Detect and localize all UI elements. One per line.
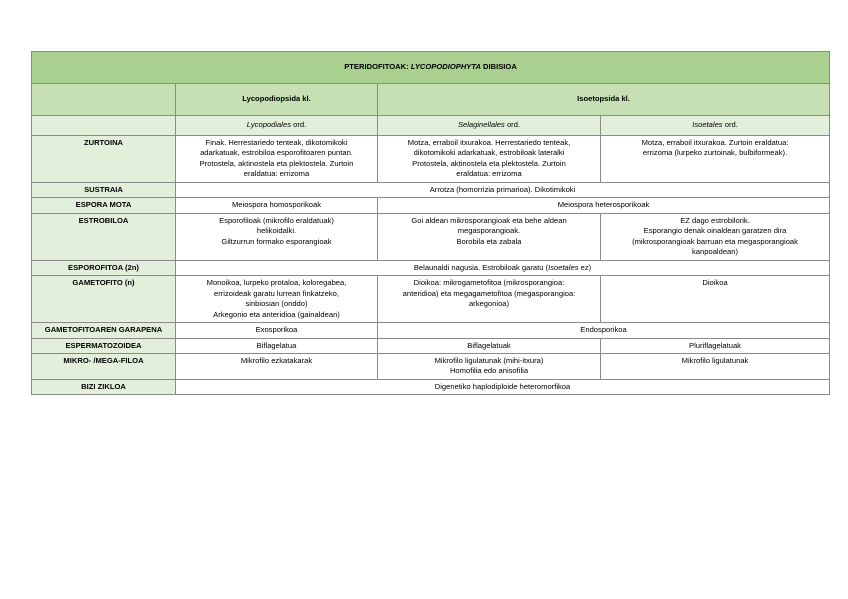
table-title: PTERIDOFITOAK: LYCOPODIOPHYTA DIBISIOA xyxy=(32,52,830,84)
filoa-selaginellales: Mikrofilo ligulatunak (mihi-itxura) Homofilia edo anisofilia xyxy=(378,353,601,379)
garapena-lycopodiopsida: Exosporikoa xyxy=(176,323,378,338)
pteridophyte-table xyxy=(31,51,830,395)
sustraia-all: Arrotza (homorrizia primarioa). Dikotimikoki xyxy=(176,182,830,197)
order-header-isoetales: Isoetales ord. xyxy=(601,116,830,136)
filoa-isoetales: Mikrofilo ligulatunak xyxy=(601,353,830,379)
estrobiloa-isoetales: EZ dago estrobilorik. Esporangio denak oinaldean garatzen dira (mikrosporangioak barruan eta megasporangioak kanpoaldean) xyxy=(601,213,830,260)
row-label-esporofitoa: ESPOROFITOA (2n) xyxy=(32,260,176,275)
spermatozoidea-lycopodiales: Biflagelatua xyxy=(176,338,378,353)
zurtoina-isoetales: Motza, erraboil itxurakoa. Zurtoin eraldatua: errizoma (lurpeko zurtoinak, bulbiformeak). xyxy=(601,136,830,183)
table-row xyxy=(32,260,830,275)
spermatozoidea-isoetales: Pluriflagelatuak xyxy=(601,338,830,353)
table-row xyxy=(32,338,830,353)
table-row xyxy=(32,182,830,197)
order-empty-cell xyxy=(32,116,176,136)
order-header-lycopodiales: Lycopodiales ord. xyxy=(176,116,378,136)
table-row xyxy=(32,379,830,394)
table-row xyxy=(32,323,830,338)
row-label-spermatozoidea: ESPERMATOZOIDEA xyxy=(32,338,176,353)
table-row xyxy=(32,198,830,213)
esporofitoa-all: Belaunaldi nagusia. Estrobiloak garatu (Isoetales ez) xyxy=(176,260,830,275)
gametofitoa-selaginellales: Dioikoa: mikrogametofitoa (mikrosporangioa: anteridioa) eta megagametofitoa (megasporangioa: arkegonioa) xyxy=(378,276,601,323)
zurtoina-lycopodiales: Finak. Herrestariedo tenteak, dikotomikoki adarkatuak, estrobiloa esporofitoaren puntan. Protostela, aktinostela eta plektostela. Zurtoin eraldatua: errizoma xyxy=(176,136,378,183)
order-header-selaginellales: Selaginellales ord. xyxy=(378,116,601,136)
row-label-espora-mota: ESPORA MOTA xyxy=(32,198,176,213)
table-row xyxy=(32,353,830,379)
estrobiloa-lycopodiales: Esporofiloak (mikrofilo eraldatuak) helikoidalki. Giltzurrun formako esporangioak xyxy=(176,213,378,260)
gametofitoa-isoetales: Dioikoa xyxy=(601,276,830,323)
spermatozoidea-selaginellales: Biflagelatuak xyxy=(378,338,601,353)
table-row xyxy=(32,213,830,260)
row-label-filoa: MIKRO- /MEGA-FILOA xyxy=(32,353,176,379)
zurtoina-selaginellales: Motza, erraboil itxurakoa. Herrestariedo tenteak, dikotomikoki adarkatuak, estrobiloak lateralki Protostela, aktinostela eta plektostela. Zurtoin eraldatua: errizoma xyxy=(378,136,601,183)
row-label-garapena: GAMETOFITOAREN GARAPENA xyxy=(32,323,176,338)
row-label-gametofitoa: GAMETOFITO (n) xyxy=(32,276,176,323)
espora-mota-isoetopsida: Meiospora heterosporikoak xyxy=(378,198,830,213)
garapena-isoetopsida: Endosporikoa xyxy=(378,323,830,338)
row-label-bizizikloa: BIZI ZIKLOA xyxy=(32,379,176,394)
class-header-isoetopsida: Isoetopsida kl. xyxy=(378,84,830,116)
row-label-zurtoina: ZURTOINA xyxy=(32,136,176,183)
espora-mota-lycopodiopsida: Meiospora homosporikoak xyxy=(176,198,378,213)
row-label-estrobiloa: ESTROBILOA xyxy=(32,213,176,260)
bizizikloa-all: Digenetiko haplodiploide heteromorfikoa xyxy=(176,379,830,394)
gametofitoa-lycopodiales: Monoikoa, lurpeko protaloa, koloregabea, errizoideak garatu lurrean finkatzeko, sinbiosian (onddo) Arkegonio eta anteridioa (gainaldean) xyxy=(176,276,378,323)
class-header-lycopodiopsida: Lycopodiopsida kl. xyxy=(176,84,378,116)
row-label-sustraia: SUSTRAIA xyxy=(32,182,176,197)
table-row xyxy=(32,276,830,323)
filoa-lycopodiales: Mikrofilo ezkatakarak xyxy=(176,353,378,379)
table-row xyxy=(32,136,830,183)
header-empty-cell xyxy=(32,84,176,116)
estrobiloa-selaginellales: Goi aldean mikrosporangioak eta behe aldean megasporangioak. Borobila eta zabala xyxy=(378,213,601,260)
